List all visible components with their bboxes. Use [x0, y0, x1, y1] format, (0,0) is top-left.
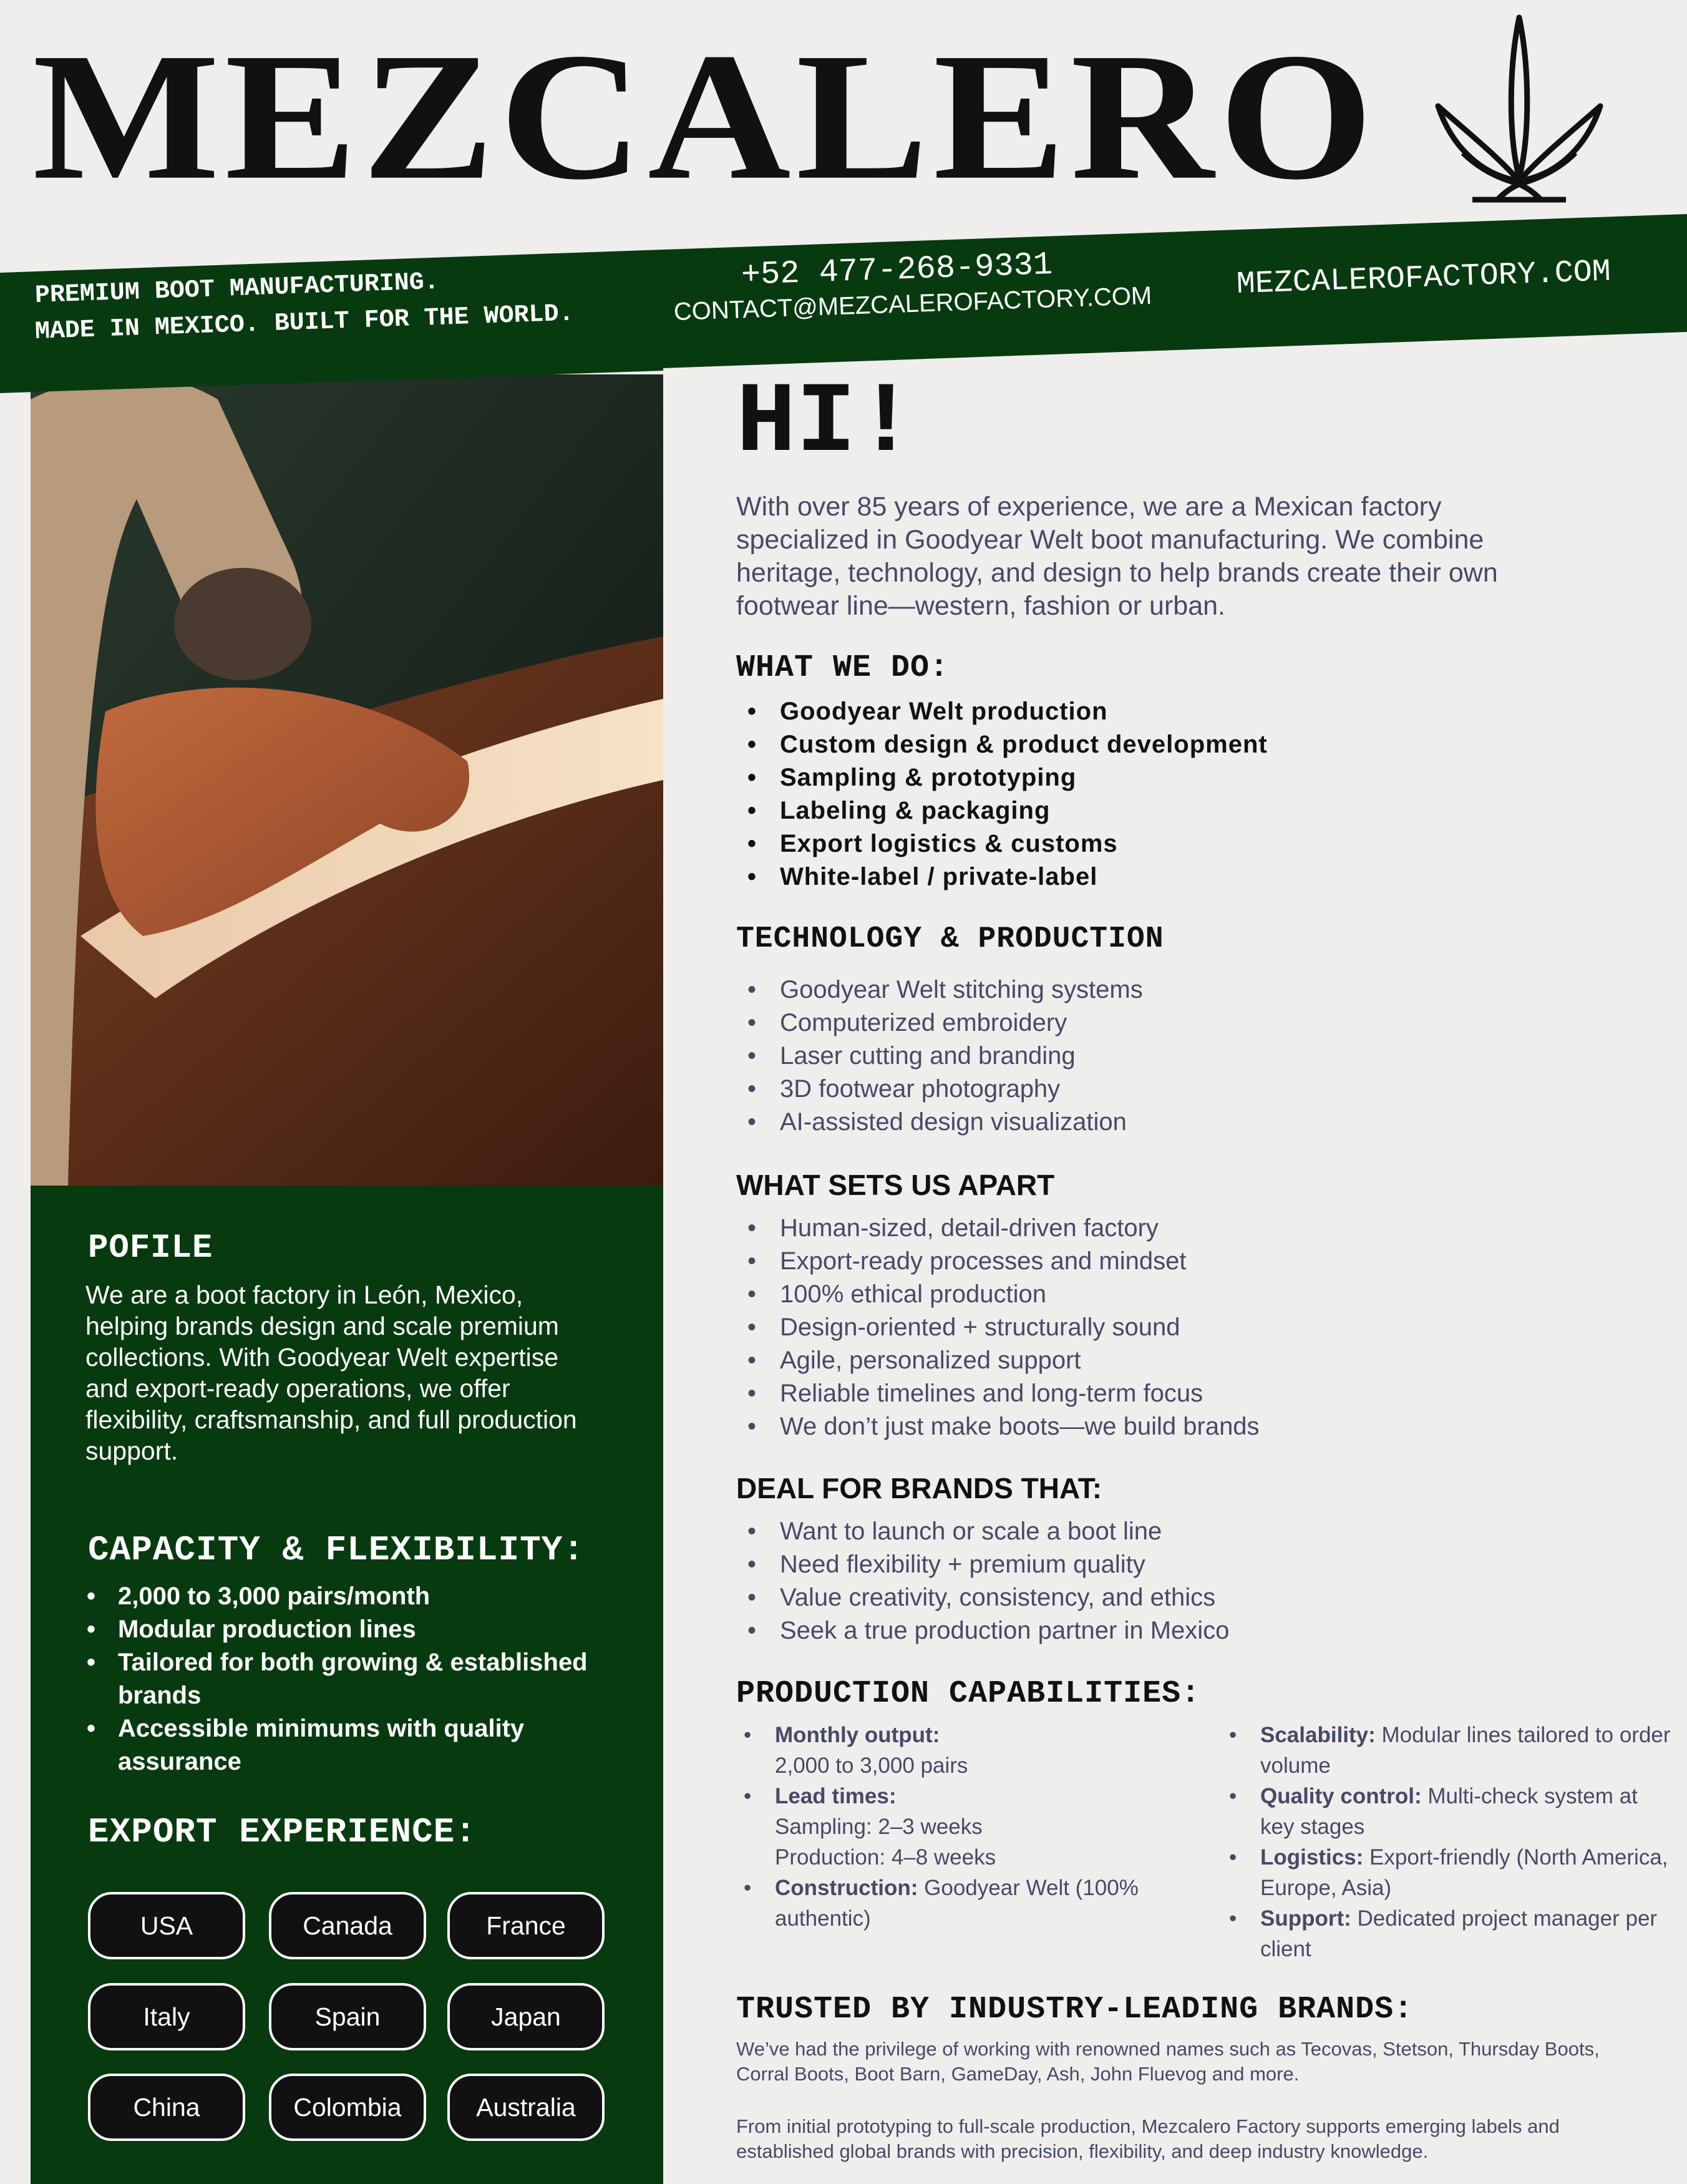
what-we-do-title: WHAT WE DO:	[736, 650, 950, 686]
item-sub: Sampling: 2–3 weeks	[775, 1815, 983, 1839]
email-link[interactable]: CONTACT@MEZCALEROFACTORY.COM	[673, 281, 1152, 326]
profile-title: POFILE	[88, 1229, 213, 1267]
capacity-list	[85, 1580, 622, 1778]
what-we-do-list	[736, 695, 1672, 894]
list-item: • Computerized embroidery	[736, 1007, 1672, 1040]
list-item: • Reliable timelines and long-term focus	[736, 1377, 1672, 1410]
brand-logo: MEZCALERO	[32, 15, 1378, 218]
country-pill-spain: Spain	[269, 1983, 426, 2050]
list-item: • Seek a true production partner in Mexico	[736, 1614, 1672, 1647]
list-item	[736, 1781, 1173, 1873]
list-item	[1222, 1720, 1671, 1781]
list-item: • Goodyear Welt stitching systems	[736, 973, 1672, 1007]
list-item: • Want to launch or scale a boot line	[736, 1515, 1672, 1548]
item-text: Dedicated project manager per client	[1260, 1906, 1658, 1961]
item-text: Export-friendly (North America, Europe, Asia)	[1260, 1845, 1668, 1900]
technology-list	[736, 973, 1672, 1139]
list-item: • Design-oriented + structurally sound	[736, 1311, 1672, 1344]
profile-panel	[31, 1186, 663, 2184]
list-item: • Export-ready processes and mindset	[736, 1245, 1672, 1278]
list-item: • We don’t just make boots—we build brands	[736, 1410, 1672, 1443]
item-text: Modular lines tailored to order volume	[1260, 1723, 1671, 1778]
list-item: • Goodyear Welt production	[736, 695, 1672, 728]
item-label: Quality control:	[1260, 1784, 1422, 1808]
greeting: HI!	[736, 368, 916, 480]
tagline-line-1: PREMIUM BOOT MANUFACTURING.	[34, 268, 440, 310]
list-item: • Tailored for both growing & established brands	[85, 1646, 622, 1712]
trusted-paragraph-2: From initial prototyping to full-scale production, Mezcalero Factory supports emerging labels and established global brands with precision, flexibility, and deep industry knowledge.	[736, 2115, 1560, 2162]
sets-apart-title: WHAT SETS US APART	[736, 1169, 1055, 1201]
list-item: • Export logistics & customs	[736, 827, 1672, 860]
country-pill-japan: Japan	[447, 1983, 605, 2050]
item-label: Logistics:	[1260, 1845, 1364, 1870]
capacity-title: CAPACITY & FLEXIBILITY:	[88, 1530, 585, 1570]
trusted-paragraph-1: We’ve had the privilege of working with renowned names such as Tecovas, Stetson, Thursday Boots, Corral Boots, Boot Barn, GameDay, Ash, John Fluevog and more.	[736, 2038, 1600, 2085]
list-item	[736, 1720, 1173, 1781]
phone-link[interactable]: +52 477-268-9331	[740, 246, 1053, 294]
list-item: • Laser cutting and branding	[736, 1040, 1672, 1073]
tagline-line-2: MADE IN MEXICO. BUILT FOR THE WORLD.	[34, 300, 575, 346]
item-label: Support:	[1260, 1906, 1351, 1931]
item-sub: Production: 4–8 weeks	[775, 1845, 996, 1870]
technology-title: TECHNOLOGY & PRODUCTION	[736, 922, 1164, 956]
sets-apart-list	[736, 1212, 1672, 1443]
list-item: • Labeling & packaging	[736, 794, 1672, 827]
item-label: Lead times:	[775, 1784, 897, 1808]
list-item: • AI-assisted design visualization	[736, 1106, 1672, 1139]
country-pill-colombia: Colombia	[269, 2074, 426, 2141]
country-pill-france: France	[447, 1892, 605, 1959]
item-label: Construction:	[775, 1876, 918, 1900]
list-item: • White-label / private-label	[736, 860, 1672, 894]
intro-text: With over 85 years of experience, we are a Mexican factory specialized in Goodyear Welt boot manufacturing. We combine heritage, technology, and design to help brands create their own footwear line—western, fashion or urban.	[736, 492, 1498, 621]
list-item: • Human-sized, detail-driven factory	[736, 1212, 1672, 1245]
country-pill-canada: Canada	[269, 1892, 426, 1959]
item-text: Goodyear Welt (100% authentic)	[775, 1876, 1139, 1931]
list-item: • Need flexibility + premium quality	[736, 1548, 1672, 1581]
list-item: • Sampling & prototyping	[736, 761, 1672, 794]
country-pill-italy: Italy	[88, 1983, 245, 2050]
country-pill-china: China	[88, 2074, 245, 2141]
item-label: Scalability:	[1260, 1723, 1376, 1747]
capabilities-title: PRODUCTION CAPABILITIES:	[736, 1676, 1201, 1712]
country-pill-australia: Australia	[447, 2074, 605, 2141]
capabilities-list-left	[736, 1720, 1173, 1934]
deal-title: DEAL FOR BRANDS THAT:	[736, 1472, 1102, 1504]
list-item: • Modular production lines	[85, 1613, 622, 1646]
list-item	[1222, 1903, 1671, 1964]
list-item: • Custom design & product development	[736, 728, 1672, 761]
list-item: • 100% ethical production	[736, 1278, 1672, 1311]
list-item: • Agile, personalized support	[736, 1344, 1672, 1377]
list-item: • 3D footwear photography	[736, 1073, 1672, 1106]
trusted-title: TRUSTED BY INDUSTRY-LEADING BRANDS:	[736, 1992, 1414, 2027]
list-item	[736, 1873, 1173, 1934]
export-title: EXPORT EXPERIENCE:	[88, 1812, 477, 1852]
website-link[interactable]: MEZCALEROFACTORY.COM	[1236, 254, 1612, 303]
list-item: • Value creativity, consistency, and ethics	[736, 1581, 1672, 1614]
list-item	[1222, 1781, 1671, 1842]
item-sub: 2,000 to 3,000 pairs	[775, 1753, 968, 1778]
deal-list	[736, 1515, 1672, 1647]
hero-photo-boot-craftsman	[31, 374, 663, 1186]
country-pill-usa: USA	[88, 1892, 245, 1959]
capabilities-list-right	[1222, 1720, 1671, 1964]
list-item	[1222, 1842, 1671, 1903]
item-label: Monthly output:	[775, 1723, 940, 1747]
item-text: Multi-check system at key stages	[1260, 1784, 1638, 1839]
list-item: • Accessible minimums with quality assurance	[85, 1712, 622, 1778]
profile-text: We are a boot factory in León, Mexico, helping brands design and scale premium collections. With Goodyear Welt expertise and export-ready operations, we offer flexibility, craftsmanship, and full production support.	[85, 1280, 577, 1465]
list-item: • 2,000 to 3,000 pairs/month	[85, 1580, 622, 1613]
